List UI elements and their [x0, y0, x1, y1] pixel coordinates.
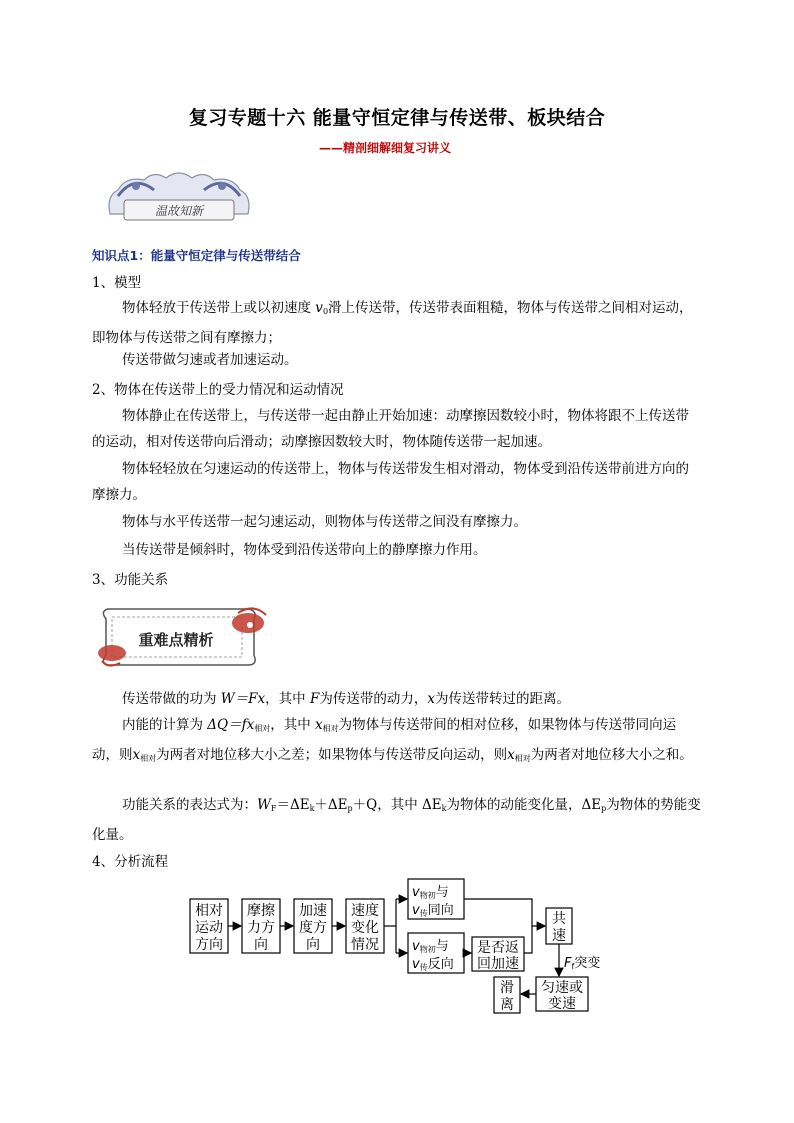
section3-heading: 3、功能关系	[92, 572, 169, 588]
flow-box10-line2: 离	[500, 997, 514, 1013]
flow-box10-line1: 滑	[500, 980, 514, 996]
flow-box7-line2: 回加速	[477, 956, 519, 972]
flow-box2-line2: 力方	[247, 920, 275, 936]
page-subtitle: ——精剖细解细复习讲义	[319, 141, 452, 155]
flow-box4-line1: 速度	[351, 903, 379, 919]
section2-paragraph1: 物体静止在传送带上，与传送带一起由静止开始加速：动摩擦因数较小时，物体将跟不上传送带的运动，相对传送带向后滑动；动摩擦因数较大时，物体随传送带一起加速。	[92, 408, 689, 450]
page-title: 复习专题十六 能量守恒定律与传送带、板块结合	[188, 107, 606, 129]
key-points-banner-text: 重难点精析	[138, 631, 214, 649]
section2-paragraph4: 当传送带是倾斜时，物体受到沿传送带向上的静摩擦力作用。	[122, 542, 487, 558]
flow-box1-line1: 相对	[195, 903, 223, 919]
flow-box9-line2: 变速	[548, 996, 576, 1012]
flow-box8-line2: 速	[552, 928, 566, 944]
flow-box5-line2: v传同向	[412, 903, 454, 918]
flow-box5-line1: v物初与	[412, 885, 449, 900]
section2-heading: 2、物体在传送带上的受力情况和运动情况	[92, 382, 344, 398]
key-points-banner	[98, 603, 268, 671]
review-banner	[104, 166, 254, 226]
section1-heading: 1、模型	[92, 275, 142, 291]
flow-box3-line2: 度方	[299, 920, 327, 936]
section3-heat: 内能的计算为 $\Delta Q=fx_{相对}$，其中 $x_{相对}$为物体与传送带间的相对位移，如果物体与传送带同向运动，则$x_{相对}$为两者对地位移大小之差；如果物体与传送带反向运动，则$x_{相对}$为两者对地位移大小之和。	[92, 717, 693, 763]
review-banner-text: 温故知新	[154, 204, 204, 218]
flow-box4-line2: 变化	[351, 920, 379, 936]
flow-box4-line3: 情况	[351, 937, 379, 953]
analysis-flowchart	[180, 875, 640, 1025]
section2-paragraph2: 物体轻轻放在匀速运动的传送带上，物体与传送带发生相对滑动，物体受到沿传送带前进方向的摩擦力。	[92, 461, 689, 503]
flow-box3-line1: 加速	[299, 903, 327, 919]
flow-box6-line2: v传反向	[412, 957, 454, 972]
flow-box2-line3: 向	[254, 937, 268, 953]
flow-box3-line3: 向	[306, 937, 320, 953]
flow-box1-line2: 运动	[195, 920, 223, 936]
flow-friction-change-label: Ff突变	[564, 956, 601, 971]
flow-box2-line1: 摩擦	[247, 903, 275, 919]
section3-energy: 功能关系的表达式为：$W_F=\Delta E_k+\Delta E_p+Q$，其中 $\Delta E_k$为物体的动能变化量，$\Delta E_p$为物体的势能变化量。	[92, 797, 701, 843]
flow-box6-line1: v物初与	[412, 939, 449, 954]
flow-box1-line3: 方向	[195, 937, 223, 953]
section1-paragraph1: 物体轻放于传送带上或以初速度 $v_0$滑上传送带，传送带表面粗糙，物体与传送带之间相对运动，即物体与传送带之间有摩擦力；	[92, 300, 693, 346]
flow-box9-line1: 匀速或	[541, 980, 583, 996]
section1-paragraph2: 传送带做匀速或者加速运动。	[122, 352, 298, 368]
flow-return-to-common	[524, 926, 532, 953]
knowledge-point-title: 知识点1：能量守恒定律与传送带结合	[92, 248, 301, 263]
section2-paragraph3: 物体与水平传送带一起匀速运动，则物体与传送带之间没有摩擦力。	[122, 514, 527, 530]
section3-work: 传送带做的功为 W＝Fx，其中 F为传送带的动力，x为传送带转过的距离。	[122, 691, 570, 707]
flow-same-to-common	[464, 899, 545, 926]
section4-heading: 4、分析流程	[92, 854, 169, 870]
flow-box8-line1: 共	[552, 911, 566, 927]
flow-box7-line1: 是否返	[477, 940, 519, 956]
